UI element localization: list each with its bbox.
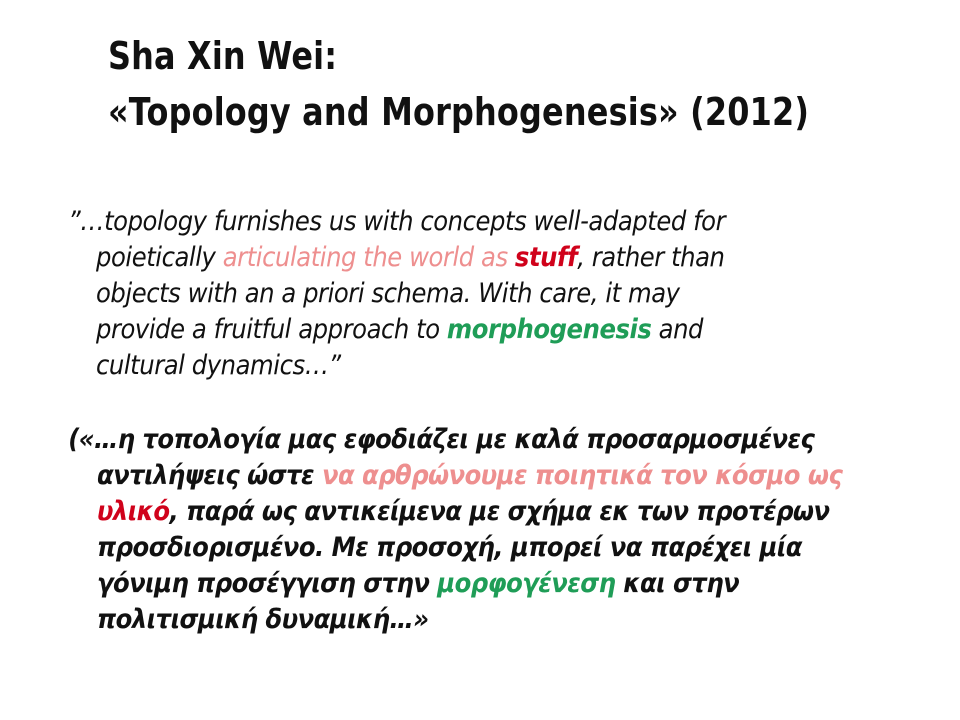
- quote-line: [96, 312, 725, 348]
- quote-text: and: [651, 314, 704, 345]
- quote-text: αντιλήψεις ώστε: [97, 460, 322, 491]
- keyword-morfogenesi: μορφογένεση: [437, 568, 616, 599]
- english-quote: [68, 204, 726, 384]
- quote-line: objects with an a priori schema. With care, it may: [96, 278, 680, 309]
- keyword-morphogenesis: morphogenesis: [446, 314, 652, 345]
- keyword-yliko: υλικό: [97, 496, 170, 527]
- highlight-phrase: articulating the world as: [222, 242, 515, 273]
- quote-line: προσδιορισμένο. Με προσοχή, μπορεί να παρέχει μία: [97, 532, 802, 563]
- quote-text: , rather than: [577, 242, 725, 273]
- quote-line: [96, 240, 725, 276]
- greek-quote: [68, 422, 843, 638]
- quote-line: [97, 494, 842, 530]
- title-work: «Topology and Morphogenesis» (2012): [108, 90, 810, 134]
- quote-text: γόνιμη προσέγγιση στην: [97, 568, 438, 599]
- quote-text: , παρά ως αντικείμενα με σχήμα εκ των προτέρων: [169, 496, 830, 527]
- quote-line: [97, 566, 842, 602]
- quote-text: provide a fruitful approach to: [96, 314, 447, 345]
- quote-line: («…η τοπολογία μας εφοδιάζει με καλά προσαρμοσμένες: [68, 424, 815, 455]
- quote-line: [97, 458, 842, 494]
- keyword-stuff: stuff: [514, 242, 578, 273]
- title-author: Sha Xin Wei:: [108, 34, 338, 78]
- quote-text: και στην: [615, 568, 740, 599]
- quote-text: poietically: [96, 242, 223, 273]
- quote-line: πολιτισμική δυναμική…»: [97, 604, 429, 635]
- quote-line: cultural dynamics…”: [96, 350, 341, 381]
- highlight-phrase: να αρθρώνουμε ποιητικά τον κόσμο ως: [321, 460, 843, 491]
- quote-line: ”…topology furnishes us with concepts well-adapted for: [68, 206, 726, 237]
- slide-title: [108, 28, 810, 140]
